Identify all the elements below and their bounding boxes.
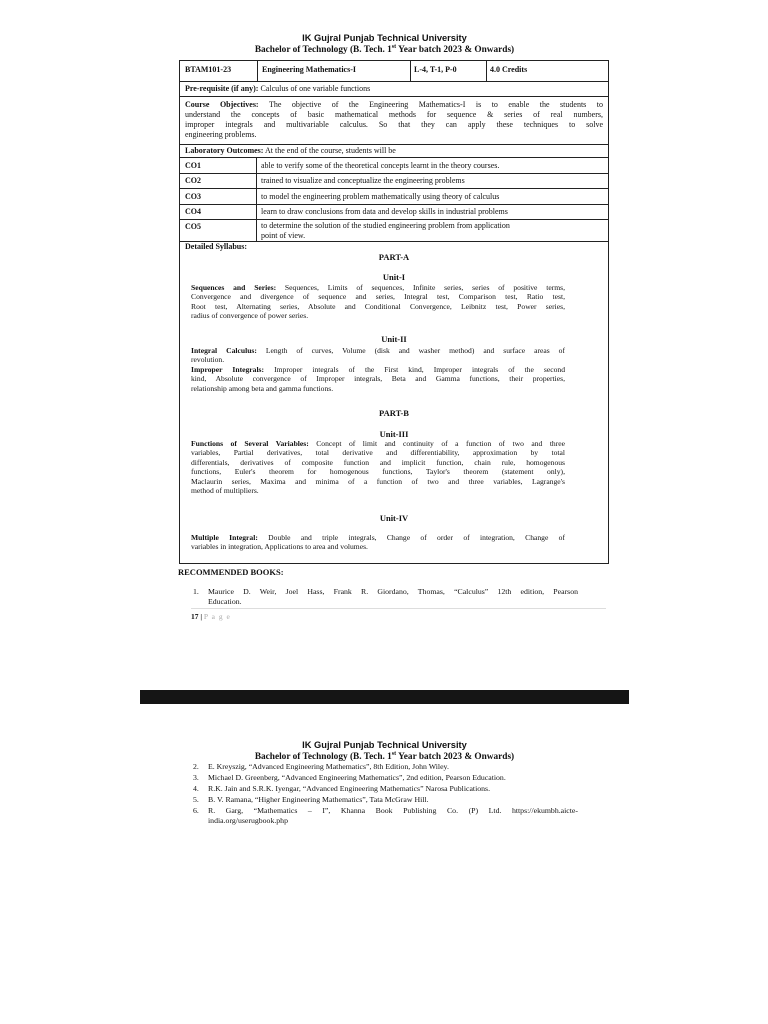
- unit-1-heading: Unit-I: [382, 272, 406, 282]
- course-ltp: L-4, T-1, P-0: [414, 65, 457, 74]
- table-rule: [180, 144, 608, 145]
- table-rule: [257, 61, 258, 81]
- prerequisite: Pre-requisite (if any): Calculus of one variable functions: [185, 84, 371, 93]
- table-rule: [180, 81, 608, 82]
- table-rule: [180, 96, 608, 97]
- table-rule: [180, 219, 608, 220]
- table-rule: [180, 204, 608, 205]
- unit-2-content: Integral Calculus: Length of curves, Volume (disk and washer method) and surface areas of revolution. Improper Integrals: Improper integrals of the First kind, Improper integrals of the second kind, Absolute convergence of Improper integrals, Beta and Gamma functions, their properties, relationship among beta and gamma functions.: [191, 346, 565, 393]
- table-rule: [486, 61, 487, 81]
- unit-2-heading: Unit-II: [381, 334, 407, 344]
- unit-3-heading: Unit-III: [379, 429, 409, 439]
- unit-1-content: Sequences and Series: Sequences, Limits of sequences, Infinite series, series of positive terms, Convergence and divergence of sequence and series, Integral test, Comparison test, Ratio test, Root test, Alternating series, Absolute and Conditional Convergence, Leibnitz test, Power series, radius of convergence of power series.: [191, 283, 565, 321]
- page-17: IK Gujral Punjab Technical University Bachelor of Technology (B. Tech. 1st Year batch 2023 & Onwards) BTAM101-23 Engineering Mathematics-I L-4, T-1, P-0 4.0 Credits Pre-requisite (if any): Calculus of one variable functions Course Objectives: The objective of the Engineering Mathematics-I is to enable the students to understand the concepts of basic mathematical methods for sequence & series of real numbers, improper integrals and multivariable calculus. So that they can apply these techniques to solve engineering problems. Laboratory Outcomes: At the end of the course, students will be CO1 able to verify some of the theoretical concepts learnt in the theory courses. CO2 trained to visualize and conceptualize the engineering problems CO3 to model the engineering problem mathematically using theory of calculus CO4 learn to draw conclusions from data and develop skills in industrial problems CO5 to determine the solution of the studied engineering problem from application point of view. Detailed Syllabus: PART-A Unit-I Sequences and Series: Sequences, Limits of sequences, Infinite series, series of positive terms, Convergence and divergence of sequence and series, Integral test, Comparison test, Ratio test, Root test, Alternating series, Absolute and Conditional Convergence, Leibnitz test, Power series, radius of convergence of power series. Unit-II Integral Calculus: Length of curves, Volume (disk and washer method) and surface areas of revolution. Improper Integrals: Improper integrals of the First kind, Improper integrals of the second kind, Absolute convergence of Improper integrals, Beta and Gamma functions, their properties, relationship among beta and gamma functions. PART-B Unit-III Functions of Several Variables: Concept of limit and continuity of a function of two and three variables, Partial derivatives, total derivative and differentiability, approximation by total differentials, derivatives of composite function and implicit function, chain rule, homogenous functions, Euler's theorem for homogenous functions, Taylor's theorem (statement only), Maclaurin series, Maxima and minima of a function of two and three variables, Lagrange's method of multipliers. Unit-IV Multiple Integral: Double and triple integrals, Change of order of integration, Change of variables in integration, Applications to area and volumes. RECOMMENDED BOOKS: 1. Maurice D. Weir, Joel Hass, Frank R. Giordano, Thomas, “Calculus” 12th edition, Pearson Education. 17 | P a g e: [140, 0, 629, 690]
- footer-rule: [191, 608, 606, 609]
- program-title: Bachelor of Technology (B. Tech. 1st Year batch 2023 & Onwards): [254, 751, 515, 763]
- outcome-text: able to verify some of the theoretical concepts learnt in the theory courses.: [261, 161, 500, 170]
- course-objectives: Course Objectives: The objective of the Engineering Mathematics-I is to enable the students to understand the concepts of basic mathematical methods for sequence & series of real numbers, improper integrals and multivariable calculus. So that they can apply these techniques to solve engineering problems.: [185, 100, 603, 139]
- part-b-heading: PART-B: [379, 408, 409, 418]
- unit-4-heading: Unit-IV: [379, 513, 409, 523]
- university-name: IK Gujral Punjab Technical University: [302, 33, 467, 43]
- table-rule: [180, 157, 608, 158]
- outcome-id: CO5: [185, 222, 201, 231]
- page-divider: [140, 690, 629, 704]
- page-number: 17 | P a g e: [191, 612, 231, 621]
- part-a-heading: PART-A: [378, 252, 410, 262]
- table-rule: [180, 173, 608, 174]
- outcome-id: CO3: [185, 192, 201, 201]
- detailed-syllabus-label: Detailed Syllabus:: [185, 242, 248, 251]
- outcome-id: CO2: [185, 176, 201, 185]
- table-rule: [180, 188, 608, 189]
- program-title: Bachelor of Technology (B. Tech. 1st Year batch 2023 & Onwards): [254, 44, 515, 56]
- unit-3-content: Functions of Several Variables: Concept of limit and continuity of a function of two and three variables, Partial derivatives, total derivative and differentiability, approximation by total differentials, derivatives of composite function and implicit function, chain rule, homogenous functions, Euler's theorem for homogenous functions, Taylor's theorem (statement only), Maclaurin series, Maxima and minima of a function of two and three variables, Lagrange's method of multipliers.: [191, 439, 565, 496]
- outcome-id: CO4: [185, 207, 201, 216]
- course-title: Engineering Mathematics-I: [262, 65, 356, 74]
- course-credits: 4.0 Credits: [490, 65, 528, 74]
- outcome-id: CO1: [185, 161, 201, 170]
- unit-4-content: Multiple Integral: Double and triple integrals, Change of order of integration, Change of variables in integration, Applications to area and volumes.: [191, 533, 566, 552]
- table-rule: [256, 157, 257, 241]
- university-name: IK Gujral Punjab Technical University: [302, 740, 467, 750]
- outcome-text: learn to draw conclusions from data and develop skills in industrial problems: [261, 207, 508, 216]
- laboratory-outcomes: Laboratory Outcomes: At the end of the course, students will be: [185, 146, 396, 155]
- page-18: IK Gujral Punjab Technical University Bachelor of Technology (B. Tech. 1st Year batch 2023 & Onwards) 2. E. Kreyszig, “Advanced Engineering Mathematics”, 8th Edition, John Wiley. 3. Michael D. Greenberg, “Advanced Engineering Mathematics”, 2nd edition, Pearson Education. 4. R.K. Jain and S.R.K. Iyengar, “Advanced Engineering Mathematics” Narosa Publications. 5. B. V. Ramana, “Higher Engineering Mathematics”, Tata McGraw Hill. 6. R. Garg, “Mathematics – I”, Khanna Book Publishing Co. (P) Ltd. https://ekumbh.aicte- india.org/userugbook.php: [140, 704, 629, 1024]
- outcome-text: to determine the solution of the studied engineering problem from application point of view.: [261, 221, 510, 240]
- outcome-text: trained to visualize and conceptualize the engineering problems: [261, 176, 465, 185]
- table-rule: [410, 61, 411, 81]
- syllabus-table: [179, 60, 609, 564]
- course-code: BTAM101-23: [185, 65, 232, 74]
- outcome-text: to model the engineering problem mathematically using theory of calculus: [261, 192, 500, 201]
- recommended-books-heading: RECOMMENDED BOOKS:: [178, 567, 284, 577]
